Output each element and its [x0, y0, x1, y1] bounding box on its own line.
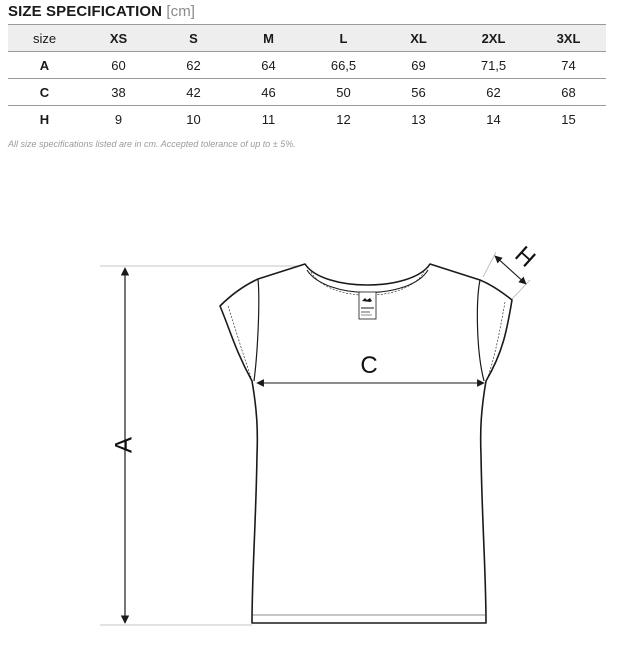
column-header-s: S [156, 25, 231, 52]
measure-a-label: A [110, 436, 138, 454]
table-cell: 38 [81, 79, 156, 106]
tolerance-note: All size specifications listed are in cm. Accepted tolerance of up to ± 5%. [8, 139, 296, 149]
measure-h-guide-inner [483, 252, 496, 277]
table-cell: 68 [531, 79, 606, 106]
measure-h-guide-outer [512, 280, 530, 299]
row-label: A [8, 52, 81, 79]
table-cell: 60 [81, 52, 156, 79]
title-main: SIZE SPECIFICATION [8, 3, 163, 20]
table-cell: 15 [561, 111, 576, 127]
table-cell: 9 [114, 111, 123, 127]
column-header-xs: XS [81, 25, 156, 52]
table-cell: 42 [156, 79, 231, 106]
table-cell: 74 [531, 52, 606, 79]
column-header-2xl: 2XL [456, 25, 531, 52]
table-cell: 10 [186, 111, 201, 127]
table-cell: 14 [486, 111, 501, 127]
table-cell: 62 [156, 52, 231, 79]
table-cell: 66,5 [306, 52, 381, 79]
table-cell: 50 [306, 79, 381, 106]
table-cell: 64 [231, 52, 306, 79]
table-cell: 56 [381, 79, 456, 106]
title-unit: [cm] [166, 3, 196, 20]
table-cell: 69 [381, 52, 456, 79]
column-header-m: M [231, 25, 306, 52]
neck-label-tag [359, 292, 376, 319]
column-header-size: size [8, 25, 81, 52]
table-cell: 62 [456, 79, 531, 106]
column-header-xl: XL [381, 25, 456, 52]
measure-c-label: C [360, 352, 378, 379]
column-header-l: L [306, 25, 381, 52]
row-label: C [8, 79, 81, 106]
table-cell: 71,5 [456, 52, 531, 79]
table-cell: 11 [261, 111, 276, 127]
measure-h-label: H [509, 241, 541, 273]
table-cell: 12 [336, 111, 351, 127]
table-cell: 13 [411, 111, 426, 127]
column-header-3xl: 3XL [531, 25, 606, 52]
row-label: H [39, 111, 50, 127]
table-cell: 46 [231, 79, 306, 106]
